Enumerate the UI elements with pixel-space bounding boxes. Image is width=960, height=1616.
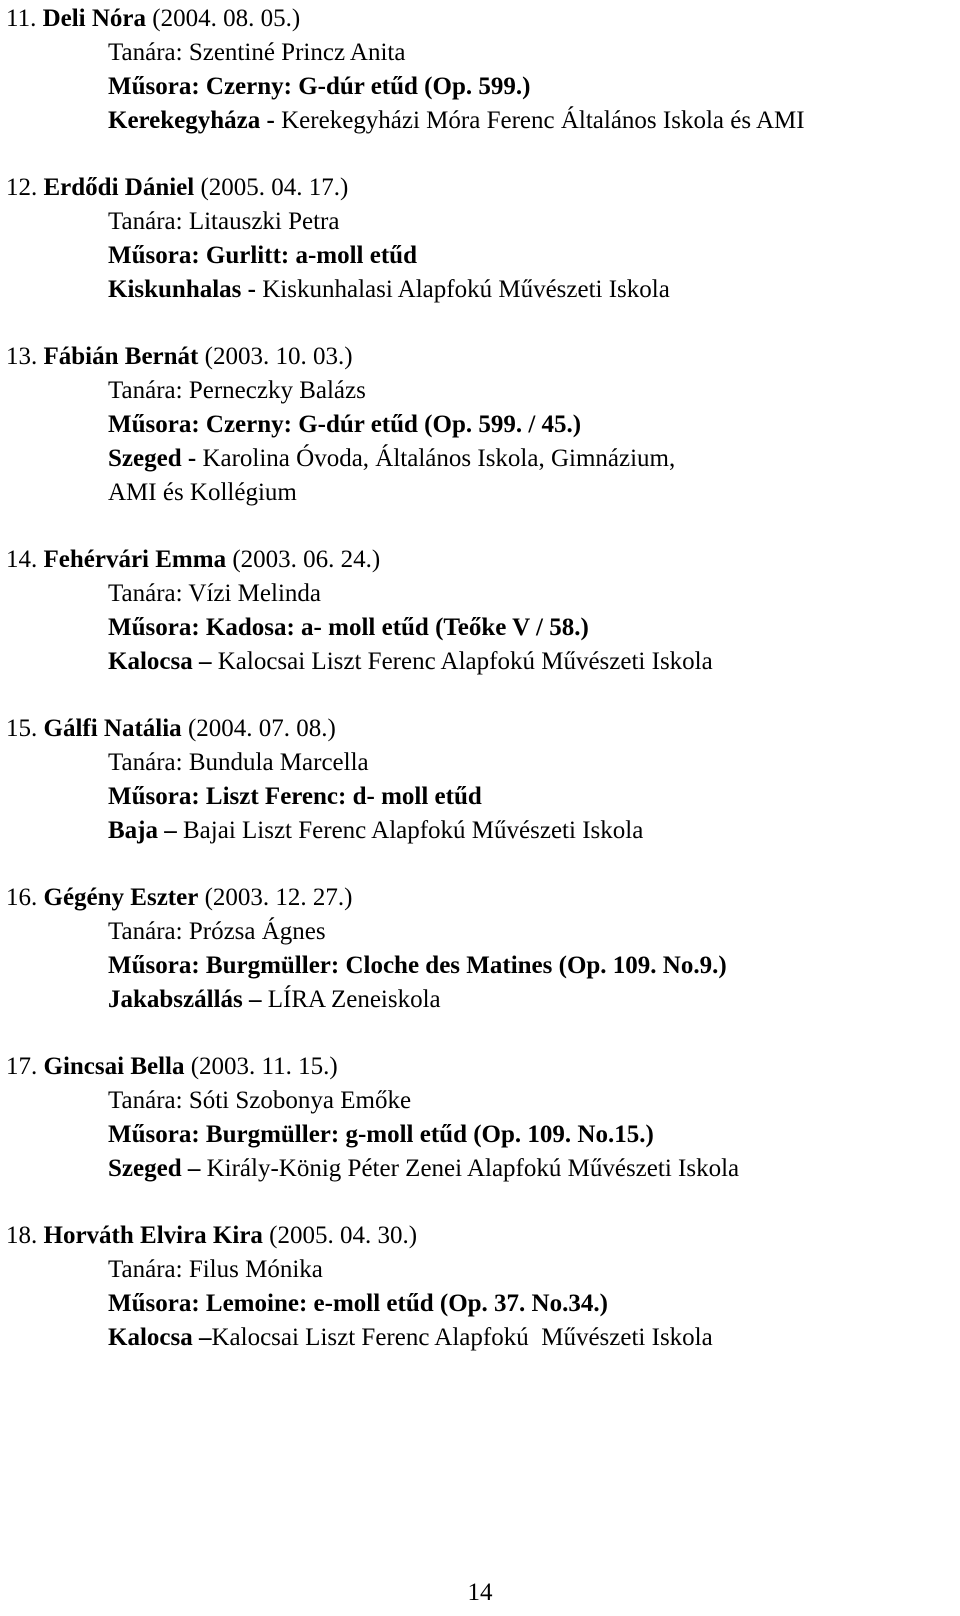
birth-date: (2003. 10. 03.) [204, 343, 353, 370]
school-line [108, 478, 297, 508]
school-separator: – [192, 648, 218, 675]
program-line: Műsora: Lemoine: e-moll etűd (Op. 37. No.34.) [108, 1290, 608, 1317]
teacher-line: Tanára: Filus Mónika [108, 1256, 323, 1283]
school-name: Kerekegyházi Móra Ferenc Általános Iskola és AMI [281, 107, 805, 134]
program-line: Műsora: Kadosa: a- moll etűd (Teőke V / 58.) [108, 614, 589, 641]
school-separator: – [192, 1324, 212, 1351]
participant-name: Deli Nóra [42, 5, 147, 32]
school-city: Baja [108, 817, 158, 844]
program-line: Műsora: Burgmüller: Cloche des Matines (Op. 109. No.9.) [108, 952, 727, 979]
birth-date: (2003. 11. 15.) [190, 1053, 338, 1080]
birth-date: (2004. 07. 08.) [187, 715, 336, 742]
entry-heading [6, 173, 348, 203]
school-name: Kiskunhalasi Alapfokú Művészeti Iskola [262, 276, 670, 303]
school-line [108, 275, 670, 305]
school-city: Kerekegyháza [108, 107, 261, 134]
entry-number: 18. [6, 1222, 38, 1249]
teacher-line: Tanára: Prózsa Ágnes [108, 918, 326, 945]
school-separator: - [260, 107, 282, 134]
school-name: Bajai Liszt Ferenc Alapfokú Művészeti Iskola [183, 817, 644, 844]
school-separator: – [242, 986, 268, 1013]
entry-heading [6, 545, 380, 575]
program-line: Műsora: Czerny: G-dúr etűd (Op. 599. / 45.) [108, 411, 582, 438]
entry-heading [6, 4, 300, 34]
entry-number: 14. [6, 546, 38, 573]
school-separator: - [181, 445, 203, 472]
entry-heading [6, 1221, 417, 1251]
school-line [108, 985, 441, 1015]
school-line [108, 1323, 713, 1353]
school-city: Szeged [108, 1155, 182, 1182]
birth-date: (2005. 04. 17.) [200, 174, 349, 201]
school-name: LÍRA Zeneiskola [267, 986, 441, 1013]
school-line [108, 816, 643, 846]
school-city: Szeged [108, 445, 182, 472]
school-city: Kalocsa [108, 648, 193, 675]
school-city: Jakabszállás [108, 986, 243, 1013]
entry-number: 12. [6, 174, 38, 201]
birth-date: (2003. 12. 27.) [204, 884, 353, 911]
participant-name: Erdődi Dániel [43, 174, 195, 201]
school-name: Kalocsai Liszt Ferenc Alapfokú Művészeti Iskola [211, 1324, 713, 1351]
teacher-line: Tanára: Litauszki Petra [108, 208, 340, 235]
teacher-line: Tanára: Perneczky Balázs [108, 377, 366, 404]
school-name: Kalocsai Liszt Ferenc Alapfokú Művészeti Iskola [217, 648, 713, 675]
school-name: Király-König Péter Zenei Alapfokú Művészeti Iskola [206, 1155, 740, 1182]
entry-number: 15. [6, 715, 38, 742]
school-city: Kalocsa [108, 1324, 193, 1351]
entry-number: 13. [6, 343, 38, 370]
teacher-line: Tanára: Bundula Marcella [108, 749, 369, 776]
school-separator: – [181, 1155, 207, 1182]
teacher-line: Tanára: Vízi Melinda [108, 580, 321, 607]
entry-number: 11. [6, 5, 37, 32]
school-line [108, 444, 675, 474]
teacher-line: Tanára: Szentiné Princz Anita [108, 39, 406, 66]
birth-date: (2003. 06. 24.) [232, 546, 381, 573]
school-name: Karolina Óvoda, Általános Iskola, Gimnázium, [202, 445, 676, 472]
school-line [108, 647, 713, 677]
participant-name: Gálfi Natália [43, 715, 182, 742]
entry-number: 17. [6, 1053, 38, 1080]
birth-date: (2004. 08. 05.) [152, 5, 301, 32]
participant-name: Fehérvári Emma [43, 546, 227, 573]
school-line [108, 1154, 739, 1184]
school-name: AMI és Kollégium [108, 479, 297, 506]
program-line: Műsora: Liszt Ferenc: d- moll etűd [108, 783, 482, 810]
participant-name: Gincsai Bella [43, 1053, 185, 1080]
school-separator: – [158, 817, 183, 844]
program-line: Műsora: Burgmüller: g-moll etűd (Op. 109. No.15.) [108, 1121, 654, 1148]
entry-heading [6, 1052, 338, 1082]
participant-name: Horváth Elvira Kira [43, 1222, 263, 1249]
participant-name: Fábián Bernát [43, 343, 199, 370]
page-number: 14 [467, 1579, 493, 1606]
program-line: Műsora: Gurlitt: a-moll etűd [108, 242, 417, 269]
school-line [108, 106, 805, 136]
entry-heading [6, 883, 352, 913]
school-separator: - [241, 276, 263, 303]
participant-name: Gégény Eszter [43, 884, 199, 911]
entry-number: 16. [6, 884, 38, 911]
birth-date: (2005. 04. 30.) [269, 1222, 418, 1249]
entry-heading [6, 342, 353, 372]
entry-heading [6, 714, 336, 744]
teacher-line: Tanára: Sóti Szobonya Emőke [108, 1087, 412, 1114]
program-line: Műsora: Czerny: G-dúr etűd (Op. 599.) [108, 73, 531, 100]
school-city: Kiskunhalas [108, 276, 242, 303]
